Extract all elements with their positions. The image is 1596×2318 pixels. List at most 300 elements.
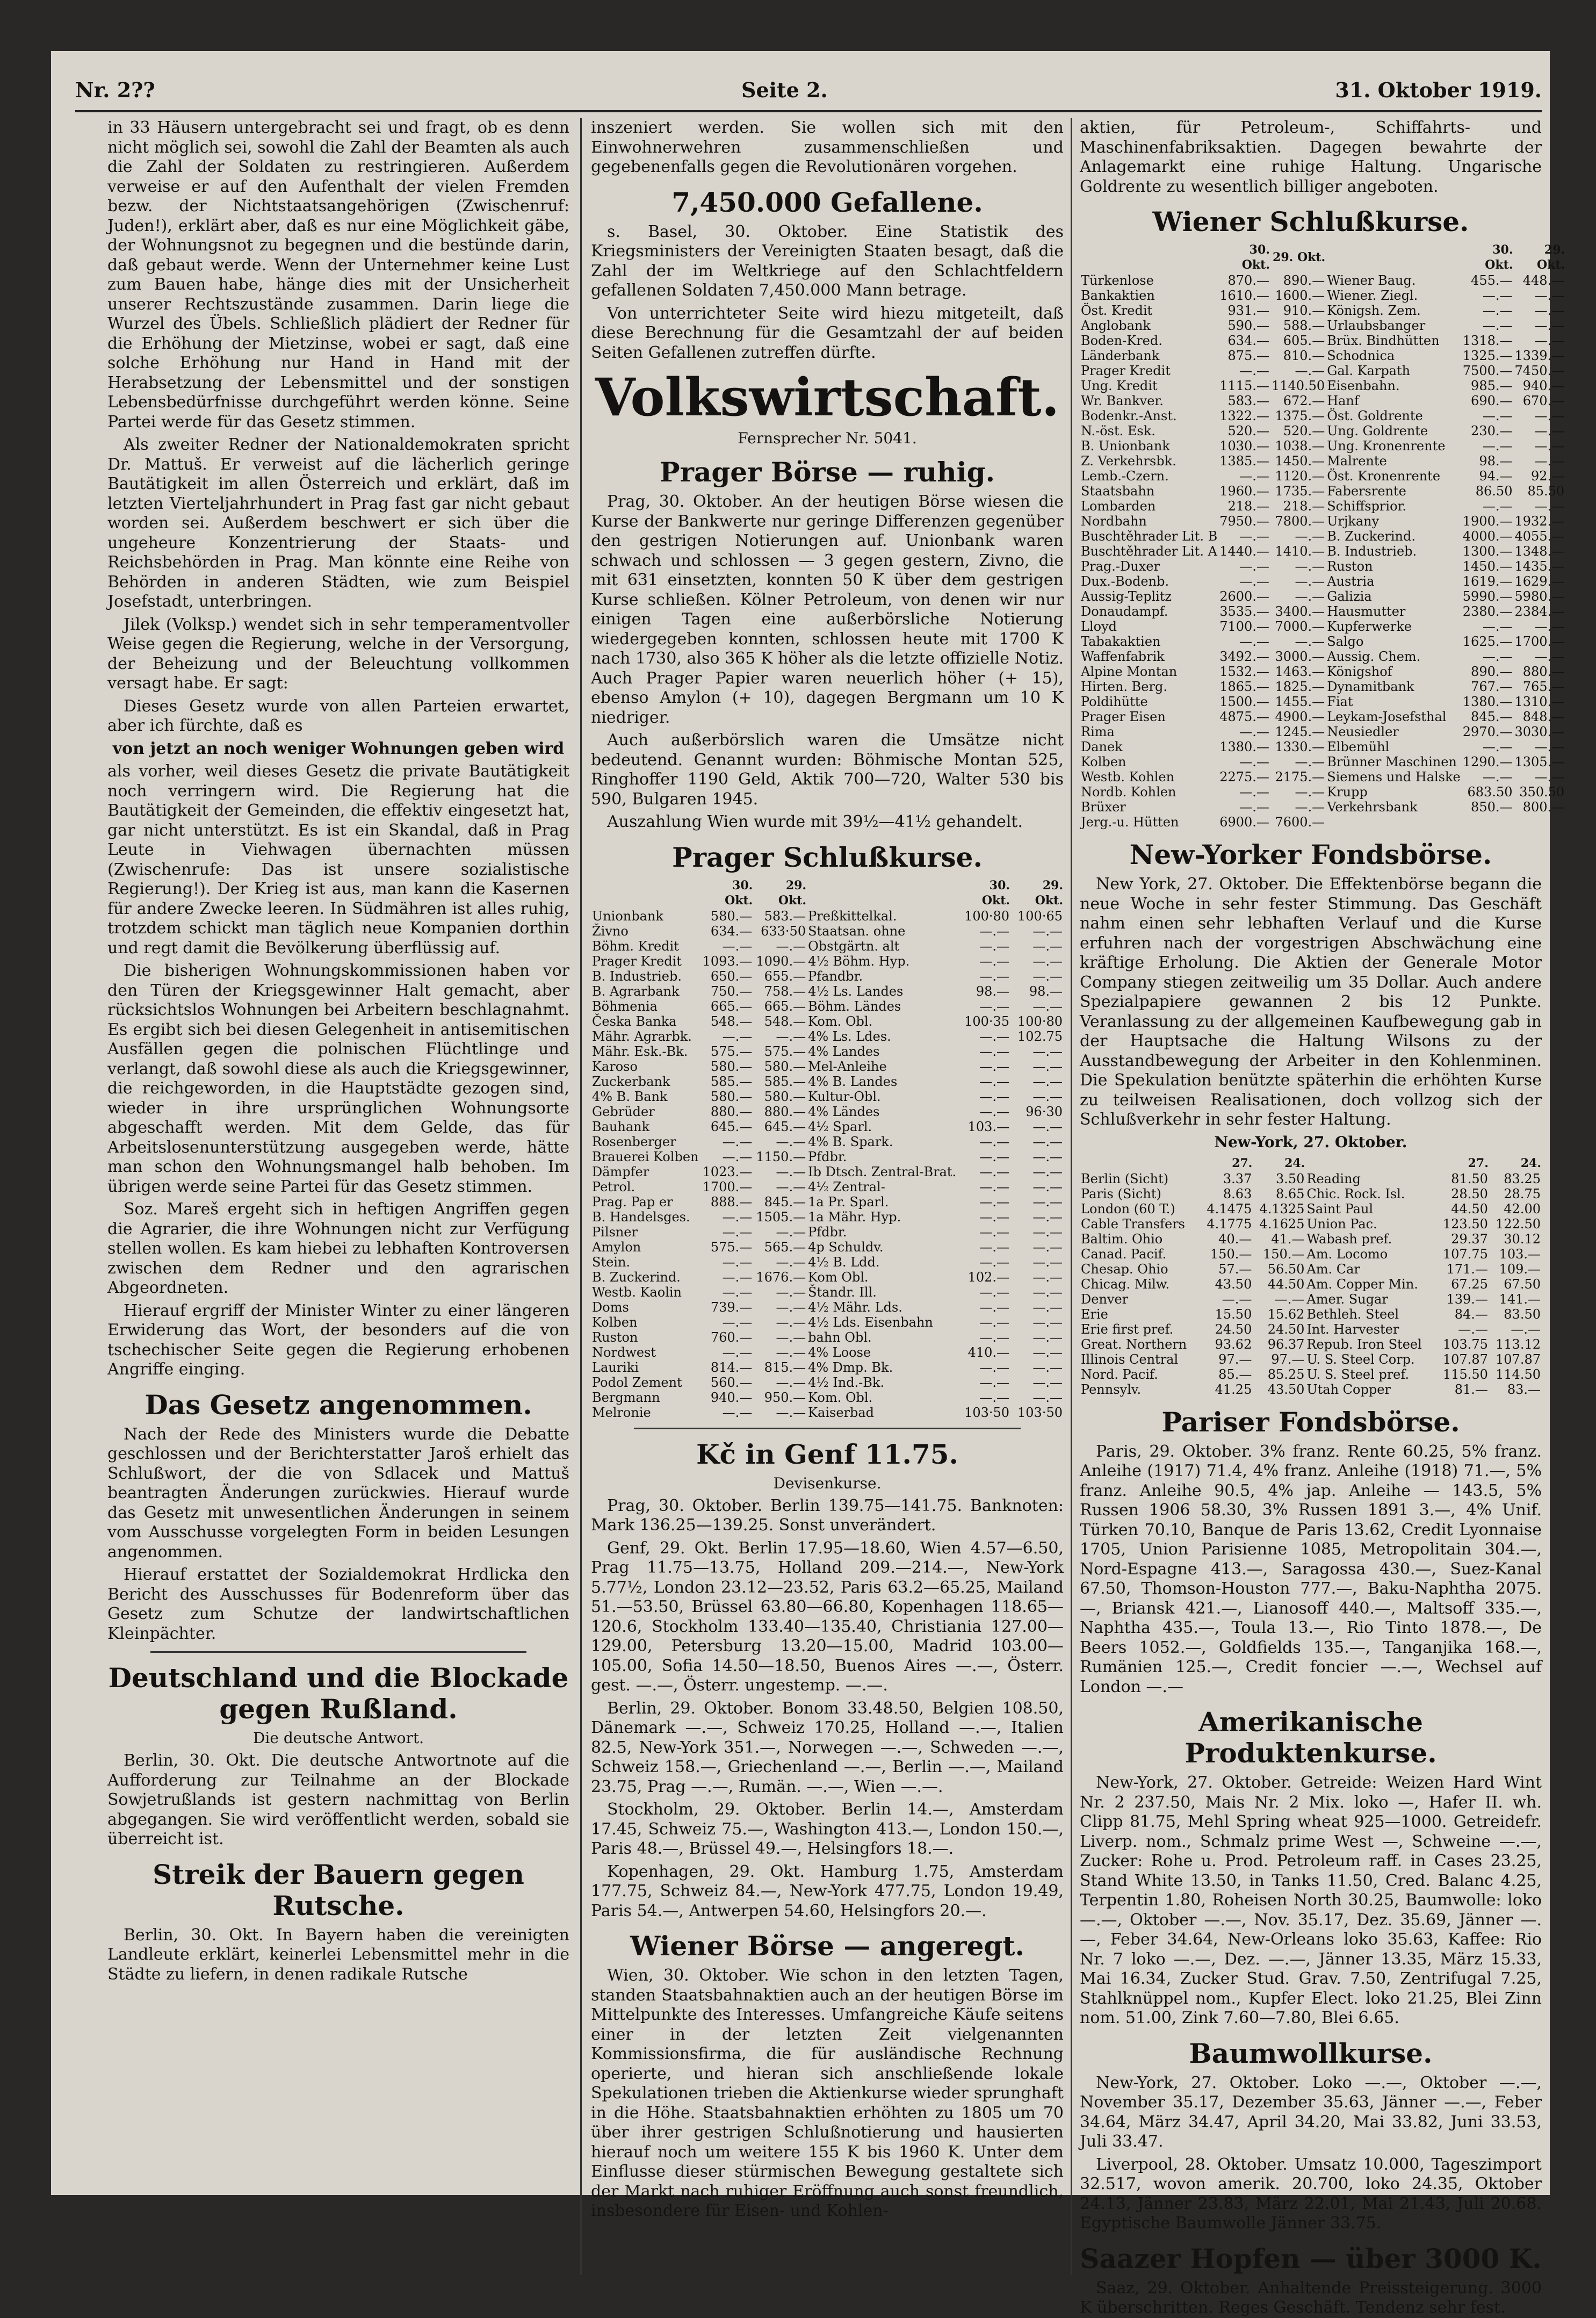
table-cell: —.— <box>1222 1291 1252 1307</box>
table-cell: 139.— <box>1446 1291 1488 1307</box>
table-row <box>591 999 1064 1014</box>
table-cell: Königshof <box>1327 664 1392 679</box>
table-cell: 81.50 <box>1451 1171 1488 1186</box>
table-cell: Zuckerbank <box>592 1074 670 1089</box>
table-cell: Fabersrente <box>1327 484 1406 499</box>
table-cell: Prager Kredit <box>592 953 682 969</box>
table-row <box>1080 754 1565 769</box>
table-cell: 634.— <box>1227 333 1269 348</box>
table-cell: 3.37 <box>1223 1171 1252 1186</box>
table-cell: 1310.— <box>1514 694 1565 709</box>
table-row <box>591 1149 1064 1164</box>
table-cell: 4900.— <box>1275 709 1325 724</box>
table-cell: Kultur-Obl. <box>808 1089 881 1104</box>
divider <box>634 1428 1021 1429</box>
table-cell: 7800.— <box>1275 514 1325 529</box>
table-cell: 645.— <box>764 1119 806 1134</box>
table-cell: —.— <box>1032 1254 1063 1270</box>
table-cell: 1610.— <box>1219 288 1269 303</box>
table-row <box>591 1375 1064 1390</box>
table-cell: 3.50 <box>1275 1171 1305 1186</box>
table-cell: 1115.— <box>1219 378 1269 393</box>
column-header: 29. Okt. <box>1536 243 1565 272</box>
section-heading: Wiener Schlußkurse. <box>1152 206 1469 237</box>
table-cell: Ung. Goldrente <box>1327 423 1428 438</box>
table-cell: 7600.— <box>1275 815 1325 830</box>
table-cell: —.— <box>979 1134 1010 1149</box>
table-cell: —.— <box>1239 754 1269 769</box>
table-cell: Kolben <box>592 1314 638 1330</box>
table-cell: 28.75 <box>1504 1186 1541 1201</box>
table-row <box>1080 1382 1542 1397</box>
table-cell: —.— <box>979 1314 1010 1330</box>
table-cell: Canad. Pacif. <box>1081 1246 1167 1262</box>
table-cell: Mähr. Agrarbk. <box>592 1028 692 1044</box>
table-row <box>1080 619 1565 634</box>
table-cell: —.— <box>1482 438 1513 453</box>
table-cell: 98.— <box>976 983 1010 999</box>
table-cell: 81.— <box>1454 1381 1488 1397</box>
paragraph: Hierauf ergriff der Minister Winter zu einer längeren Erwiderung das Wort, der besonders auf die von tschechischer Seite gegen die Regierung erhobenen Angriffe einging. <box>107 1301 569 1379</box>
table-cell: 890.— <box>1283 273 1325 288</box>
table-cell: 92.— <box>1531 469 1565 484</box>
table-cell: 4.1325 <box>1259 1201 1305 1216</box>
table-row <box>1080 1337 1542 1352</box>
table-cell: —.— <box>979 1329 1010 1345</box>
table-cell: Leykam-Josefsthal <box>1327 709 1447 724</box>
table-row <box>1080 318 1565 333</box>
table-cell: —.— <box>1239 469 1269 484</box>
table-cell: —.— <box>1032 1164 1063 1179</box>
paragraph: Auszahlung Wien wurde mit 39½—41½ gehandelt. <box>607 812 1023 831</box>
table-cell: 665.— <box>710 998 753 1014</box>
table-row <box>591 1240 1064 1255</box>
table-cell: Z. Verkehrsbk. <box>1081 453 1176 469</box>
table-cell: —.— <box>1534 619 1565 634</box>
issue-number: Nr. 2?? <box>75 78 155 102</box>
table-cell: 30.12 <box>1504 1231 1541 1247</box>
table-cell: Bethleh. Steel <box>1306 1306 1399 1322</box>
table-cell: 4% Ländes <box>808 1104 880 1119</box>
table-cell: 1a Mähr. Hyp. <box>808 1209 901 1225</box>
table-cell: 588.— <box>1283 318 1325 333</box>
table-cell: Öst. Goldrente <box>1327 408 1423 423</box>
paragraph: Berlin, 30. Okt. Die deutsche Antwortnote auf die Aufforderung zur Teilnahme an der Blockade Sowjetrußlands ist gestern nachmittag von Berlin abgegangen. Sie wird veröffentlicht werden, sobald sie überreicht ist. <box>107 1751 569 1848</box>
table-cell: 4% B. Bank <box>592 1089 668 1104</box>
table-row <box>1080 559 1565 574</box>
table-row <box>1080 303 1565 318</box>
table-row <box>591 1285 1064 1300</box>
table-cell: —.— <box>722 1254 753 1270</box>
table-row <box>591 1300 1064 1315</box>
table-row <box>1080 1277 1542 1292</box>
table-cell: B. Industrieb. <box>1327 544 1417 559</box>
table-cell: Am. Locomo <box>1306 1246 1388 1262</box>
table-cell: Am. Copper Min. <box>1306 1276 1418 1292</box>
table-cell: —.— <box>979 1209 1010 1225</box>
table-cell: —.— <box>1482 649 1513 664</box>
table-cell: Amer. Sugar <box>1306 1291 1388 1307</box>
table-row <box>591 1330 1064 1345</box>
table-cell: —.— <box>722 1269 753 1285</box>
table-cell: Pfdbr. <box>808 1224 847 1240</box>
table-cell: 113.12 <box>1496 1336 1541 1352</box>
table-cell: —.— <box>1534 453 1565 469</box>
table-cell: Kaiserbad <box>808 1405 875 1420</box>
table-cell: 1676.— <box>756 1269 806 1285</box>
table-cell: 4055.— <box>1514 529 1565 544</box>
table-cell: Wabash pref. <box>1306 1231 1392 1247</box>
table-cell: B. Unionbank <box>1081 438 1170 453</box>
table-row <box>1080 694 1565 709</box>
table-cell: Türkenlose <box>1081 273 1154 288</box>
table-cell: 150.— <box>1210 1246 1252 1262</box>
table-row <box>1080 724 1565 739</box>
table-cell: —.— <box>1239 363 1269 378</box>
page-header <box>75 73 1542 112</box>
table-cell: 109.— <box>1499 1261 1541 1277</box>
paragraph: Prag, 30. Oktober. Berlin 139.75—141.75. Banknoten: Mark 136.25—139.25. Sonst unverändert. <box>591 1496 1064 1535</box>
table-cell: 1735.— <box>1275 484 1325 499</box>
table-cell: Kom Obl. <box>808 1269 869 1285</box>
table-cell: —.— <box>722 938 753 954</box>
table-cell: 1500.— <box>1219 694 1269 709</box>
table-cell: Westb. Kaolin <box>592 1284 682 1300</box>
table-cell: 845.— <box>764 1194 806 1210</box>
table-cell: Bodenkr.-Anst. <box>1081 408 1177 423</box>
table-cell: Kom. Obl. <box>808 1013 873 1029</box>
table-cell: 122.50 <box>1496 1216 1541 1232</box>
table-cell: 875.— <box>1227 348 1269 363</box>
table-cell: 103.— <box>967 1119 1010 1134</box>
table-cell: 218.— <box>1283 499 1325 514</box>
column-rule <box>1071 118 1072 2275</box>
table-cell: 767.— <box>1471 679 1513 694</box>
table-cell: —.— <box>1239 634 1269 649</box>
table-cell: 758.— <box>764 983 806 999</box>
table-cell: Int. Harvester <box>1306 1321 1399 1337</box>
table-cell: 43.50 <box>1267 1381 1305 1397</box>
table-cell: —.— <box>1458 1321 1488 1337</box>
table-cell: 83.— <box>1507 1381 1541 1397</box>
table-cell: 645.— <box>710 1119 753 1134</box>
table-cell: —.— <box>722 1149 753 1164</box>
table-cell: Dämpfer <box>592 1164 649 1179</box>
table-row <box>1080 1367 1542 1382</box>
paragraph: inszeniert werden. Sie wollen sich mit den Einwohnerwehren zusammenschließen und gegebenenfalls gegen die Revolutionären vorgehen. <box>591 118 1064 176</box>
table-cell: Ruston <box>592 1329 638 1345</box>
table-row <box>1080 453 1565 469</box>
table-cell: 4% Loose <box>808 1344 871 1360</box>
paragraph: Stockholm, 29. Oktober. Berlin 14.—, Amsterdam 17.45, Schweiz 75.—, Washington 413.—, London 150.—, Paris 48.—, Brüssel 49.—, Helsingfors 18.—. <box>591 1800 1064 1858</box>
column-header: 30. Okt. <box>1241 243 1270 272</box>
table-cell: 940.— <box>1522 378 1565 393</box>
table-cell: Wiener Baug. <box>1327 273 1416 288</box>
column-header: 30. Okt. <box>981 878 1010 908</box>
table-cell: B. Agrarbank <box>592 983 680 999</box>
table-row <box>1080 499 1565 514</box>
table-cell: —.— <box>1032 968 1063 984</box>
paragraph: New-York, 27. Oktober. Getreide: Weizen Hard Wint Nr. 2 237.50, Mais Nr. 2 Mix. loko —, Hafer II. wh. Clipp 81.75, Mehl Spring wheat 925—1000. Getreidefr. Liverp. nom., Schmalz prime West —, Schweine —.—, Zucker: Rohe u. Prod. Petroleum raff. in Cases 23.25, Stand White 13.50, in Tanks 11.50, Cred. Balanc 4.25, Terpentin 1.80, Roheisen North 30.25, Baumwolle: loko —.—, Oktober —.—, Nov. 35.17, Dez. 35.69, Jänner —.—, Feber 34.64, New-Orleans loko 35.63, Kaffee: Rio Nr. 7 loko —.—, Dez. —.—, Jänner 13.35, März 15.33, Mai 16.34, Zucker Stud. Grav. 7.50, Zentrifugal 7.25, Stahlknüppel nom., Kupfer Elect. loko 21.25, Blei Zinn nom. 51.00, Zink 7.60—7.80, Blei 6.65. <box>1080 1773 1542 2027</box>
table-row <box>1080 1232 1542 1247</box>
table-cell: 103.75 <box>1442 1336 1488 1352</box>
table-cell: 84.— <box>1454 1306 1488 1322</box>
table-cell: Erie <box>1081 1306 1108 1322</box>
table-cell: —.— <box>979 1149 1010 1164</box>
table-cell: 850.— <box>1471 800 1513 815</box>
table-cell: Ung. Kronenrente <box>1327 438 1446 453</box>
table-cell: 633·50 <box>761 923 806 939</box>
table-cell <box>1513 815 1565 830</box>
table-cell: —.— <box>1032 1209 1063 1225</box>
table-row <box>1080 709 1565 724</box>
table-cell: Schiffsprior. <box>1327 499 1406 514</box>
paragraph: Jilek (Volksp.) wendet sich in sehr temperamentvoller Weise gegen die Regierung, welche in der Versorgung, der Beheizung und der Beleuchtung vollkommen versagt habe. Er sagt: <box>107 615 569 693</box>
table-cell: 1900.— <box>1462 514 1513 529</box>
table-cell: 815.— <box>764 1359 806 1375</box>
table-cell: 56.50 <box>1267 1261 1305 1277</box>
table-cell: 29.37 <box>1451 1231 1488 1247</box>
table-cell: —.— <box>1534 739 1565 754</box>
column-2 <box>591 118 1064 2275</box>
table-cell: —.— <box>1482 739 1513 754</box>
table-cell: —.— <box>1534 649 1565 664</box>
table-cell: —.— <box>979 953 1010 969</box>
table-cell: —.— <box>1295 754 1325 769</box>
column-rule <box>580 118 582 2275</box>
table-cell: 1030.— <box>1219 438 1269 453</box>
table-cell: —.— <box>1032 1344 1063 1360</box>
table-cell: 1038.— <box>1275 438 1325 453</box>
table-cell: Bergmann <box>592 1390 660 1405</box>
prager-rates-table <box>591 877 1064 1420</box>
table-cell: —.— <box>1239 574 1269 589</box>
table-row <box>1080 423 1565 438</box>
table-cell: 4p Schuldv. <box>808 1239 884 1255</box>
table-cell: 98.— <box>1479 453 1513 469</box>
table-cell: 86.50 <box>1475 484 1513 499</box>
table-row <box>1080 784 1565 800</box>
table-cell: Česka Banka <box>592 1013 677 1029</box>
table-row <box>1080 1307 1542 1322</box>
section-heading: Deutschland und die Blockade gegen Rußland. <box>108 1662 569 1725</box>
table-cell: Prag.-Duxer <box>1081 559 1160 574</box>
table-cell: —.— <box>979 1299 1010 1315</box>
department-title: Volkswirtschaft. <box>595 367 1060 428</box>
emphasis-line: von jetzt an noch weniger Wohnungen geben wird <box>112 739 565 758</box>
table-cell: 455.— <box>1471 273 1513 288</box>
table-cell: —.— <box>722 1284 753 1300</box>
table-cell: Länderbank <box>1081 348 1160 363</box>
table-cell: 107.87 <box>1442 1351 1488 1367</box>
table-cell: —.— <box>1032 1119 1063 1134</box>
table-cell: 4% B. Spark. <box>808 1134 893 1149</box>
table-cell: 2970.— <box>1462 724 1513 739</box>
table-cell: —.— <box>1534 769 1565 784</box>
table-cell: 1305.— <box>1514 754 1565 769</box>
table-cell: —.— <box>1032 1134 1063 1149</box>
table-cell: 575.— <box>710 1239 753 1255</box>
table-cell: 1325.— <box>1462 348 1513 363</box>
divider <box>150 1651 526 1653</box>
table-cell: 83.25 <box>1504 1171 1541 1186</box>
table-cell: Lemb.-Czern. <box>1081 469 1169 484</box>
table-cell: Brauerei Kolben <box>592 1149 699 1164</box>
table-cell: —.— <box>1534 438 1565 453</box>
table-cell: Eisenbahn. <box>1327 378 1400 393</box>
table-cell: 1380.— <box>1219 739 1269 754</box>
section-subheading: Die deutsche Antwort. <box>252 1729 424 1747</box>
table-cell: London (60 T.) <box>1081 1201 1175 1216</box>
table-cell: —.— <box>776 1179 806 1194</box>
section-heading: Prager Schlußkurse. <box>672 841 983 873</box>
table-cell: 448.— <box>1522 273 1565 288</box>
table-cell: 5990.— <box>1462 589 1513 604</box>
table-row <box>591 1044 1064 1059</box>
table-cell: 1625.— <box>1462 634 1513 649</box>
table-cell: 985.— <box>1471 378 1513 393</box>
table-cell: —.— <box>1482 408 1513 423</box>
table-cell: 814.— <box>710 1359 753 1375</box>
table-cell: Buschtěhrader Lit. B <box>1081 529 1218 544</box>
table-cell: 1245.— <box>1275 724 1325 739</box>
table-cell: Dux.-Bodenb. <box>1081 574 1169 589</box>
table-cell: 1375.— <box>1275 408 1325 423</box>
table-cell: 1532.— <box>1219 664 1269 679</box>
table-cell: Saint Paul <box>1306 1201 1374 1216</box>
table-row <box>1080 408 1565 423</box>
table-cell: —.— <box>1239 784 1269 800</box>
table-cell: 67.50 <box>1504 1276 1541 1292</box>
table-cell: 4.1625 <box>1259 1216 1305 1232</box>
table-row <box>1080 589 1565 604</box>
table-cell: —.— <box>979 1254 1010 1270</box>
table-cell: 665.— <box>764 998 806 1014</box>
newyork-rates-table <box>1080 1155 1542 1397</box>
table-cell: —.— <box>776 1028 806 1044</box>
column-header: 27. <box>1468 1156 1489 1170</box>
table-cell: Buschtěhrader Lit. A <box>1081 544 1217 559</box>
table-cell: —.— <box>776 1284 806 1300</box>
table-cell: Nordbahn <box>1081 514 1147 529</box>
table-cell: 41.25 <box>1215 1381 1252 1397</box>
section-heading: 7,450.000 Gefallene. <box>671 186 983 218</box>
table-cell: Anglobank <box>1081 318 1151 333</box>
table-row <box>1080 679 1565 694</box>
table-cell: Prag. Pap er <box>592 1194 673 1210</box>
table-cell: U. S. Steel pref. <box>1306 1366 1410 1382</box>
table-cell: 1440.— <box>1219 544 1269 559</box>
table-cell: Siemens und Halske <box>1327 769 1461 784</box>
paragraph: Berlin, 30. Okt. In Bayern haben die vereinigten Landleute erklärt, keinerlei Lebensmittel mehr in die Städte zu liefern, in denen radikale Rutsche <box>107 1925 569 1984</box>
table-row <box>1080 739 1565 754</box>
paragraph: Wien, 30. Oktober. Wie schon in den letzten Tagen, standen Staatsbahnaktien auch an der heutigen Börse im Mittelpunkte des Interesses. Umfangreiche Käufe seitens einer in der letzten Zeit vielgenannten Kommissionsfirma, die für ausländische Rechnung operierte, und hieran sich anschließende lokale Spekulationen trieben die Aktienkurse wieder sprunghaft in die Höhe. Staatsbahnaktien erhöhten zu 1805 um 70 über ihrer gestrigen Schlußnotierung und hausierten hierauf noch um weitere 155 K bis 1960 K. Unter dem Einflusse dieser stürmischen Bewegung gestaltete sich der Markt nach ruhiger Eröffnung auch sonst freundlich, insbesondere für Eisen- und Kohlen- <box>591 1966 1064 2220</box>
issue-date: 31. Oktober 1919. <box>1335 78 1542 102</box>
paragraph: in 33 Häusern untergebracht sei und fragt, ob es denn nicht möglich sei, sowohl die Zahl der Beamten als auch die Zahl der Soldaten zu restringieren. Außerdem verweise er auf den Aufenthalt der vielen Fremden bezw. der Nichtstaatsangehörigen (Zwischenruf: Juden!), erklärt aber, daß es nur eine Möglichkeit gäbe, der Wohnungsnot zu begegnen und die bestünde darin, daß gebaut werde. Wenn der Unternehmer keine Lust zum Bauen habe, hänge dies mit der Unsicherheit unserer Rechtszustände zusammen. Darin liege die Wurzel des Übels. Schließlich plädiert der Redner für die Erhöhung der Mietzinse, wobei er sagt, daß eine solche Erhöhung nur Hand in Hand mit der Herabsetzung der Lebensmittel und der sonstigen Lebensbedürfnisse durchgeführt werden könne. Seine Partei werde für das Gesetz stimmen. <box>107 118 569 431</box>
table-cell: 4½ Sparl. <box>808 1119 872 1134</box>
section-heading: Streik der Bauern gegen Rutsche. <box>153 1858 524 1921</box>
table-cell: —.— <box>979 1028 1010 1044</box>
table-cell: Salgo <box>1327 634 1364 649</box>
table-cell: —.— <box>1295 559 1325 574</box>
table-cell: Lombarden <box>1081 499 1156 514</box>
table-cell: 100·80 <box>964 908 1010 924</box>
table-cell: Karoso <box>592 1059 638 1074</box>
table-cell: 2600.— <box>1219 589 1269 604</box>
table-row <box>1080 438 1565 453</box>
table-cell: 350.50 <box>1519 784 1565 800</box>
table-cell: —.— <box>1032 1059 1063 1074</box>
table-cell: U. S. Steel Corp. <box>1306 1351 1415 1367</box>
table-cell: Nordwest <box>592 1344 656 1360</box>
table-cell: —.— <box>1032 1194 1063 1210</box>
table-cell <box>1462 815 1514 830</box>
table-cell: 910.— <box>1283 303 1325 318</box>
table-cell: Stein. <box>592 1254 631 1270</box>
table-cell: Prager Kredit <box>1081 363 1171 378</box>
table-cell: —.— <box>979 1164 1010 1179</box>
table-cell: —.— <box>1534 408 1565 423</box>
column-3 <box>1080 118 1565 2317</box>
table-cell: 100·35 <box>964 1013 1010 1029</box>
table-cell: 4½ Ls. Landes <box>808 983 904 999</box>
table-cell: 97.— <box>1218 1351 1252 1367</box>
table-cell: B. Zuckerind. <box>592 1269 681 1285</box>
table-row <box>591 1390 1064 1405</box>
table-cell: 1450.— <box>1275 453 1325 469</box>
table-cell: 565.— <box>764 1239 806 1255</box>
table-cell: Chesap. Ohio <box>1081 1261 1168 1277</box>
section-heading: Baumwollkurse. <box>1189 2037 1433 2069</box>
table-row <box>1080 484 1565 499</box>
table-cell: 103·50 <box>1017 1405 1063 1420</box>
table-cell: 40.— <box>1218 1231 1252 1247</box>
table-cell: —.— <box>1239 800 1269 815</box>
table-cell: 670.— <box>1522 393 1565 408</box>
table-cell: Baltim. Ohio <box>1081 1231 1163 1247</box>
table-cell: 580.— <box>710 1089 753 1104</box>
table-cell: Böhm. Kredit <box>592 938 679 954</box>
table-cell: 575.— <box>764 1043 806 1059</box>
table-cell: Živno <box>592 923 629 939</box>
table-cell: —.— <box>1032 923 1063 939</box>
table-cell: 43.50 <box>1215 1276 1252 1292</box>
table-cell: Chicag. Milw. <box>1081 1276 1170 1292</box>
table-cell: 102.— <box>967 1269 1010 1285</box>
table-cell: 57.— <box>1218 1261 1252 1277</box>
table-row <box>591 984 1064 999</box>
table-cell: Dynamitbank <box>1327 679 1414 694</box>
table-cell: Mel-Anleihe <box>808 1059 887 1074</box>
table-cell: 67.25 <box>1451 1276 1488 1292</box>
table-row <box>1080 469 1565 484</box>
table-cell: 4% B. Landes <box>808 1074 898 1089</box>
table-cell: 1505.— <box>756 1209 806 1225</box>
table-cell: Urlaubsbanger <box>1327 318 1426 333</box>
table-row <box>1080 273 1565 288</box>
table-cell: 28.50 <box>1451 1186 1488 1201</box>
table-cell: 7100.— <box>1219 619 1269 634</box>
table-cell: 107.87 <box>1496 1351 1541 1367</box>
table-cell: Ruston <box>1327 559 1373 574</box>
table-cell: 2275.— <box>1219 769 1269 784</box>
table-cell: 107.75 <box>1442 1246 1488 1262</box>
table-cell: —.— <box>1534 499 1565 514</box>
table-row <box>591 969 1064 984</box>
table-cell: Melronie <box>592 1405 651 1420</box>
table-cell: —.— <box>979 1359 1010 1375</box>
table-cell: 4½ Zentral- <box>808 1179 885 1194</box>
